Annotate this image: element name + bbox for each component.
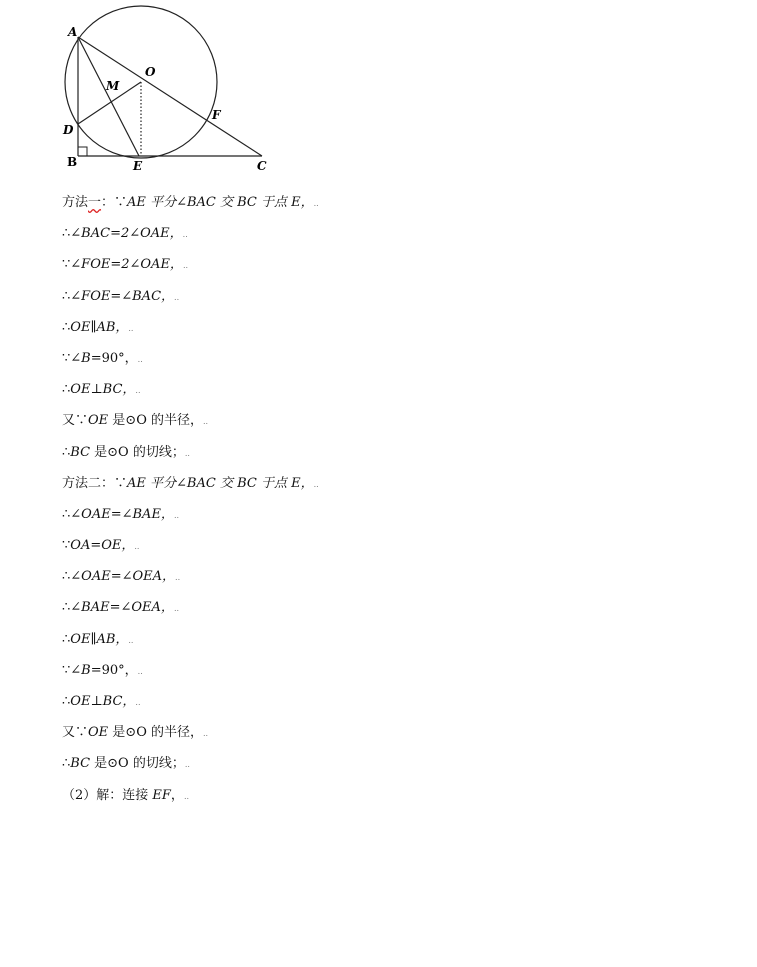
line-14: ∴∠BAE=∠OEA，.. <box>62 600 180 616</box>
line-11: ∴∠OAE=∠BAE，.. <box>62 506 180 522</box>
segment-ac <box>78 37 262 156</box>
line-20: （2）解：连接 EF，.. <box>62 787 190 803</box>
label-o: O <box>145 65 156 79</box>
label-e: E <box>133 159 143 173</box>
label-b: B <box>67 155 78 169</box>
line-6: ∵∠B=90°，.. <box>62 350 143 366</box>
line-17: ∴OE⊥BC，.. <box>62 694 141 709</box>
line-18: 又∵OE 是⊙O 的半径，.. <box>62 725 209 741</box>
line-5: ∴OE∥AB，.. <box>62 319 134 335</box>
line-19: ∴BC 是⊙O 的切线；.. <box>62 756 190 772</box>
line-3: ∵∠FOE=2∠OAE，.. <box>62 257 189 273</box>
label-a: A <box>68 25 78 39</box>
line-15: ∴OE∥AB，.. <box>62 631 134 647</box>
label-d: D <box>63 123 74 137</box>
line-16: ∵∠B=90°，.. <box>62 662 143 678</box>
geometry-figure <box>55 0 285 188</box>
line-9: ∴BC 是⊙O 的切线；.. <box>62 444 190 460</box>
segment-ae <box>78 37 139 156</box>
line-10: 方法二：∵AE 平分∠BAC 交 BC 于点 E，.. <box>62 475 319 491</box>
right-angle-mark <box>78 147 87 156</box>
label-f: F <box>212 108 221 122</box>
label-m: M <box>106 79 120 93</box>
line-2: ∴∠BAC=2∠OAE，.. <box>62 226 188 242</box>
solution-lines <box>62 193 742 817</box>
line-12: ∵OA=OE，.. <box>62 538 140 554</box>
line-13: ∴∠OAE=∠OEA，.. <box>62 569 181 585</box>
line-8: 又∵OE 是⊙O 的半径，.. <box>62 413 209 429</box>
line-4: ∴∠FOE=∠BAC，.. <box>62 288 180 304</box>
line-7: ∴OE⊥BC，.. <box>62 382 141 398</box>
line-1: 方法一：∵AE 平分∠BAC 交 BC 于点 E，.. <box>62 195 319 210</box>
label-c: C <box>257 159 267 173</box>
